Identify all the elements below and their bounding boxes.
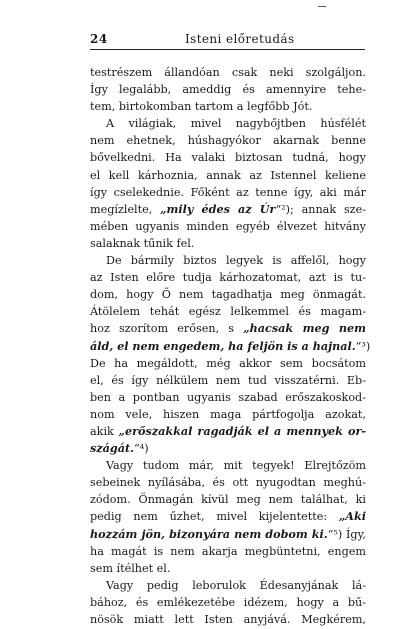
text-segment: az Isten előre tudja kárhozatomat, azt is tu-	[90, 271, 366, 285]
text-segment: De bármily biztos legyek is affelől, hogy	[106, 254, 366, 268]
text-line	[90, 543, 366, 560]
text-segment: mében ugyanis minden egyéb élvezet hitvány	[90, 219, 366, 233]
text-segment: zódom. Önmagán kívül meg nem találhat, ki	[90, 493, 366, 507]
text-segment: tem, birtokomban tartom a legfőbb Jót.	[90, 100, 313, 114]
header-rule	[90, 49, 365, 50]
text-segment: sebeinek nyílásába, és ott nyugodtan meghú-	[90, 476, 366, 490]
page-corner-mark	[318, 6, 326, 7]
text-segment: megízlelte,	[90, 202, 161, 216]
text-segment: “⁵) Így,	[327, 527, 366, 541]
text-line	[90, 577, 366, 594]
text-line	[90, 303, 366, 320]
text-segment: “²); annak sze-	[275, 202, 366, 216]
text-segment: ben a pontban ugyanis szabad erőszakoskod-	[90, 390, 366, 404]
quotation-emphasis: „Aki	[338, 509, 366, 524]
text-segment: De ha megáldott, még akkor sem bocsátom	[90, 356, 366, 370]
text-segment: így cselekednie. Főként az tenne így, aki már	[90, 185, 366, 199]
text-line	[90, 235, 366, 252]
text-body	[90, 64, 371, 628]
text-segment: A világiak, mivel nagybőjtben húsfélét	[106, 117, 366, 131]
text-line	[90, 269, 366, 286]
quotation-emphasis: „hacsak meg nem	[243, 321, 367, 336]
text-line	[90, 389, 366, 406]
text-segment: testrészem állandóan csak neki szolgáljon.	[90, 66, 366, 79]
text-line	[90, 81, 366, 98]
text-line	[90, 64, 366, 81]
text-line	[90, 406, 366, 423]
text-segment: dom, hogy Ő nem tagadhatja meg önmagát.	[90, 288, 366, 302]
text-segment: nem ehetnek, húshagyókor akarnak benne	[90, 134, 366, 148]
text-line	[90, 611, 366, 628]
text-line	[90, 355, 366, 372]
running-header	[90, 32, 365, 50]
text-line	[90, 338, 371, 355]
text-segment: Vagy tudom már, mit tegyek! Elrejtőzöm	[106, 459, 366, 473]
text-segment: el kell kárhoznia, annak az Istennel keliene	[90, 168, 366, 182]
text-line	[90, 457, 366, 474]
text-segment: nom vele, hiszen maga pártfogolja azokat,	[90, 407, 366, 421]
text-segment: Vagy pedig leborulok Édesanyjának lá-	[106, 578, 366, 592]
text-line	[90, 508, 366, 525]
text-line	[90, 423, 366, 440]
quotation-emphasis: hozzám jön, bizonyára nem dobom ki.	[90, 526, 328, 541]
text-line	[90, 474, 366, 491]
quotation-emphasis: „mily édes az Úr	[160, 201, 276, 216]
text-line	[90, 98, 366, 115]
quotation-emphasis: szágát.	[90, 441, 135, 456]
text-line	[90, 252, 366, 269]
text-line	[90, 560, 366, 577]
text-segment: akik	[90, 424, 119, 438]
text-line	[90, 320, 366, 337]
quotation-emphasis: „erőszakkal ragadják el a mennyek or-	[118, 423, 366, 438]
text-segment: bához, és emlékezetébe idézem, hogy a bű-	[90, 595, 366, 609]
text-line	[90, 372, 366, 389]
text-segment: “³)	[355, 339, 371, 353]
text-line	[90, 167, 366, 184]
running-title: Isteni előretudás	[185, 32, 295, 46]
text-segment: el, és így nélkülem nem tud visszatérni. Eb-	[90, 373, 366, 387]
text-segment: ha magát is nem akarja megbüntetni, engem	[90, 544, 366, 558]
text-segment: sem ítélhet el.	[90, 561, 171, 575]
text-segment: bővelkedni. Ha valaki biztosan tudná, hogy	[90, 151, 366, 165]
text-line	[90, 440, 366, 457]
text-segment: nösök miatt lett Isten anyjává. Megkérem,	[90, 613, 366, 626]
text-segment: hoz szorítom erősen, s	[90, 322, 244, 336]
text-line	[90, 491, 366, 508]
text-line	[90, 218, 366, 235]
text-line	[90, 201, 366, 218]
quotation-emphasis: áld, el nem engedem, ha feljön is a hajnal.	[90, 338, 356, 353]
text-line	[90, 594, 366, 611]
text-segment: salaknak tűnik fel.	[90, 236, 195, 250]
text-segment: “⁴)	[134, 442, 149, 456]
text-line	[90, 286, 366, 303]
text-line	[90, 526, 366, 543]
text-line	[90, 149, 366, 166]
text-segment: Átölelem tehát egész lelkemmel és magam-	[90, 305, 366, 319]
page-number: 24	[90, 32, 108, 46]
text-segment: Így legalább, ameddig és amennyire tehe-	[90, 83, 366, 97]
text-line	[90, 115, 366, 132]
text-line	[90, 184, 366, 201]
text-segment: pedig nem űzhet, mivel kijelentette:	[90, 510, 339, 524]
text-line	[90, 132, 366, 149]
